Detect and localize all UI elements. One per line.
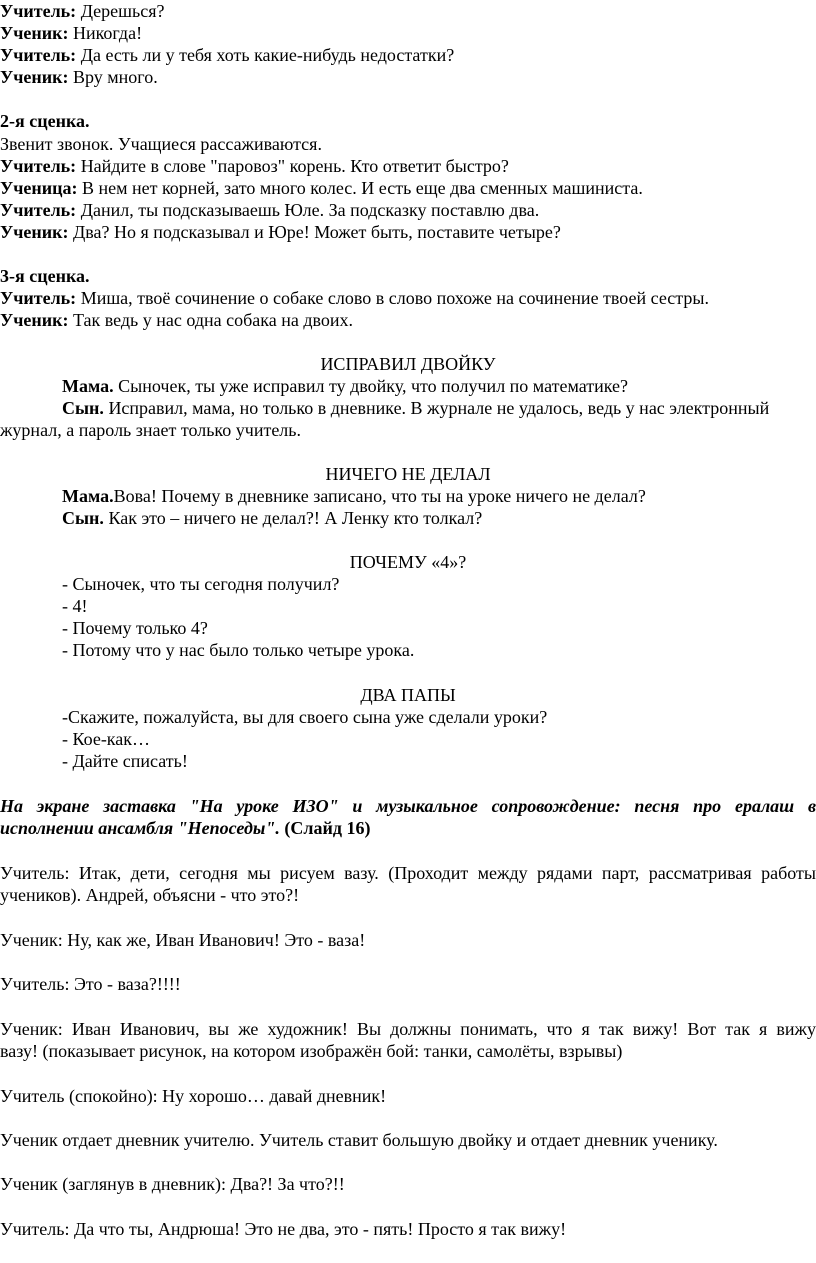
- scene-heading: 2-я сценка.: [0, 111, 90, 131]
- line-text: Два? Но я подсказывал и Юре! Может быть, поставите четыре?: [68, 222, 561, 242]
- line-text: Миша, твоё сочинение о собаке слово в слово похоже на сочинение твоей сестры.: [76, 288, 709, 308]
- dialogue-line: - Почему только 4?: [62, 618, 208, 638]
- speaker: Ученик:: [0, 310, 69, 330]
- speaker: Ученик:: [0, 23, 69, 43]
- dialogue-line: [62, 397, 769, 420]
- speaker: Ученик:: [0, 222, 69, 242]
- slide-label: (Слайд 16): [279, 818, 371, 838]
- screen-note-cont: [0, 817, 370, 840]
- dialogue-line: [0, 199, 539, 222]
- dialogue-line: [0, 155, 509, 178]
- dialogue-line: [62, 375, 628, 398]
- paragraph: Учитель: Итак, дети, сегодня мы рисуем вазу. (Проходит между рядами парт, рассматривая работы: [0, 863, 816, 883]
- scene-heading: 3-я сценка.: [0, 266, 90, 286]
- line-text: Вова! Почему в дневнике записано, что ты на уроке ничего не делал?: [113, 486, 646, 506]
- paragraph: Ученик (заглянув в дневник): Два?! За что?!!: [0, 1174, 345, 1194]
- dialogue-line: - Дайте списать!: [62, 751, 188, 771]
- line-text: Сыночек, ты уже исправил ту двойку, что получил по математике?: [113, 376, 629, 396]
- dialogue-line-cont: журнал, а пароль знает только учитель.: [0, 420, 301, 440]
- line-text: Да есть ли у тебя хоть какие-нибудь недостатки?: [76, 45, 455, 65]
- dialogue-line: [0, 22, 142, 45]
- line-text: Найдите в слове "паровоз" корень. Кто ответит быстро?: [76, 156, 509, 176]
- line-text: Исправил, мама, но только в дневнике. В журнале не удалось, ведь у нас электронный: [103, 398, 770, 418]
- dialogue-line: - 4!: [62, 596, 88, 616]
- screen-note-text: исполнении ансамбля "Непоседы".: [0, 818, 280, 838]
- dialogue-line: -Скажите, пожалуйста, вы для своего сына уже сделали уроки?: [62, 707, 548, 727]
- speaker: Сын.: [62, 508, 104, 528]
- line-text: Вру много.: [68, 67, 158, 87]
- paragraph: Учитель: Да что ты, Андрюша! Это не два, это - пять! Просто я так вижу!: [0, 1219, 567, 1239]
- speaker: Мама.: [62, 376, 114, 396]
- dialogue-line: [62, 485, 646, 508]
- paragraph: Учитель: Это - ваза?!!!!: [0, 974, 181, 994]
- speaker: Учитель:: [0, 1, 77, 21]
- speaker: Ученик:: [0, 67, 69, 87]
- stage-direction: Звенит звонок. Учащиеся рассаживаются.: [0, 134, 322, 154]
- dialogue-line: - Сыночек, что ты сегодня получил?: [62, 574, 340, 594]
- dialogue-line: [0, 44, 454, 67]
- screen-note: На экране заставка "На уроке ИЗО" и музыкальное сопровождение: песня про ералаш в: [0, 796, 816, 816]
- dialogue-line: [0, 0, 165, 23]
- paragraph: Ученик: Иван Иванович, вы же художник! Вы должны понимать, что я так вижу! Вот так я вижу: [0, 1019, 816, 1039]
- line-text: Как это – ничего не делал?! А Ленку кто толкал?: [103, 508, 483, 528]
- dialogue-line: [0, 221, 561, 244]
- joke-title: ИСПРАВИЛ ДВОЙКУ: [320, 354, 496, 374]
- dialogue-line: - Потому что у нас было только четыре урока.: [62, 640, 415, 660]
- line-text: Данил, ты подсказываешь Юле. За подсказку поставлю два.: [76, 200, 540, 220]
- speaker: Учитель:: [0, 45, 77, 65]
- paragraph: Ученик: Ну, как же, Иван Иванович! Это - ваза!: [0, 930, 366, 950]
- line-text: Никогда!: [68, 23, 143, 43]
- speaker: Учитель:: [0, 200, 77, 220]
- paragraph-cont: учеников). Андрей, объясни - что это?!: [0, 885, 300, 905]
- joke-title: ПОЧЕМУ «4»?: [349, 552, 467, 572]
- paragraph: Ученик отдает дневник учителю. Учитель ставит большую двойку и отдает дневник ученику.: [0, 1130, 718, 1150]
- speaker: Мама.: [62, 486, 114, 506]
- speaker: Сын.: [62, 398, 104, 418]
- joke-title: НИЧЕГО НЕ ДЕЛАЛ: [325, 464, 491, 484]
- speaker: Ученица:: [0, 178, 78, 198]
- paragraph-cont: вазу! (показывает рисунок, на котором изображён бой: танки, самолёты, взрывы): [0, 1041, 623, 1061]
- dialogue-line: [0, 287, 709, 310]
- dialogue-line: [0, 309, 353, 332]
- speaker: Учитель:: [0, 156, 77, 176]
- dialogue-line: [0, 177, 643, 200]
- speaker: Учитель:: [0, 288, 77, 308]
- joke-title: ДВА ПАПЫ: [360, 685, 456, 705]
- line-text: В нем нет корней, зато много колес. И есть еще два сменных машиниста.: [77, 178, 643, 198]
- paragraph: Учитель (спокойно): Ну хорошо… давай дневник!: [0, 1086, 387, 1106]
- dialogue-line: [0, 66, 158, 89]
- dialogue-line: [62, 507, 482, 530]
- dialogue-line: - Кое-как…: [62, 729, 151, 749]
- line-text: Так ведь у нас одна собака на двоих.: [68, 310, 354, 330]
- line-text: Дерешься?: [76, 1, 165, 21]
